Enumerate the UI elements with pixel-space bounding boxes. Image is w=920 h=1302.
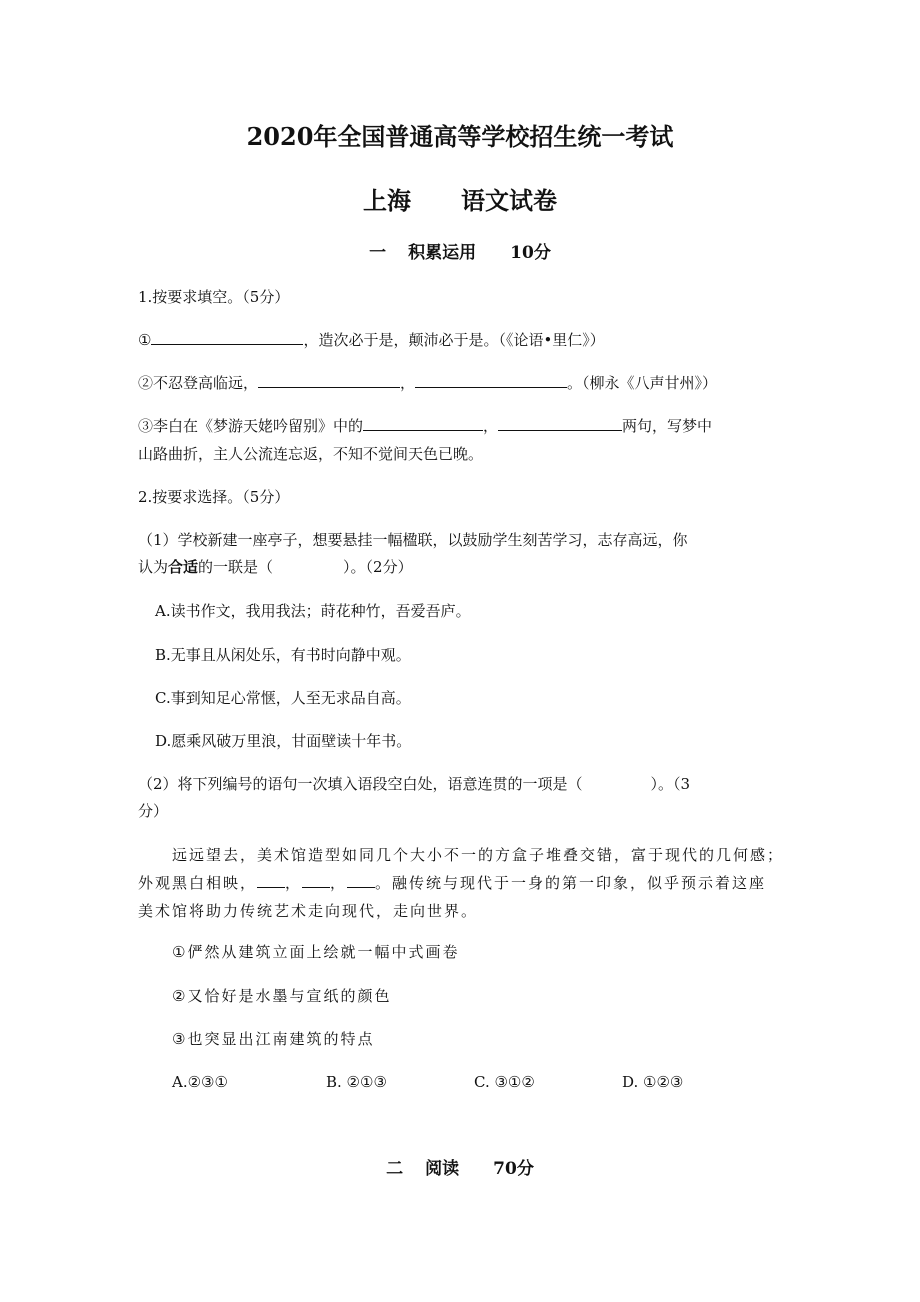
section-2-number: 二	[386, 1159, 404, 1179]
choice-a: A.②③①	[172, 1073, 228, 1091]
q1-item-3-line-2: 山路曲折，主人公流连忘返，不知不觉间天色已晚。	[138, 445, 484, 463]
fill-blank[interactable]	[151, 330, 303, 345]
q2-option-d: D.愿乘风破万里浪，甘面壁读十年书。	[155, 732, 412, 750]
choice-c: C. ③①②	[474, 1073, 535, 1091]
section-1-number: 一	[369, 243, 387, 263]
q2-sub1-text-a: 认为	[138, 558, 169, 576]
q1-item-3	[138, 416, 712, 436]
section-2-heading	[0, 1157, 920, 1181]
passage-text-a: 外观黑白相映，	[138, 874, 258, 892]
section-2-score: 70分	[493, 1159, 534, 1179]
q2-sub2-line-1	[138, 774, 690, 794]
fill-blank[interactable]	[363, 416, 483, 431]
q2-option-a: A.读书作文，我用我法；莳花种竹，吾爱吾庐。	[155, 602, 471, 620]
section-1-heading	[0, 241, 920, 265]
passage-text-b: 。融传统与现代于一身的第一印象，似乎预示着这座	[375, 874, 767, 892]
subtitle-subject: 语文试卷	[461, 186, 557, 215]
q2-sub1-line-2	[138, 557, 413, 577]
q2-sub1-line-1: （1）学校新建一座亭子，想要悬挂一幅楹联，以鼓励学生刻苦学习，志存高远，你	[138, 531, 688, 549]
fill-blank[interactable]	[498, 416, 622, 431]
q2-sub2-text-b: ）。（3	[650, 775, 691, 793]
passage-line-1: 远远望去，美术馆造型如同几个大小不一的方盒子堆叠交错，富于现代的几何感；	[172, 846, 785, 864]
q2-prompt: 2.按要求选择。（5分）	[138, 488, 290, 506]
q1-item-2-suffix: 。（柳永《八声甘州》）	[567, 374, 718, 392]
exam-title: 2020年全国普通高等学校招生统一考试	[246, 122, 674, 151]
q1-item-1	[138, 330, 605, 350]
q2-sub2-line-2: 分）	[138, 802, 169, 820]
sentence-3: ③也突显出江南建筑的特点	[172, 1030, 375, 1048]
fill-blank[interactable]	[347, 873, 375, 888]
q1-item-3-suffix: 两句，写梦中	[622, 417, 713, 435]
q1-item-2	[138, 373, 717, 393]
q1-item-1-text: ，造次必于是，颠沛必于是。（《论语•里仁》）	[303, 331, 605, 349]
sentence-2: ②又恰好是水墨与宣纸的颜色	[172, 987, 392, 1005]
choice-d: D. ①②③	[622, 1073, 684, 1091]
q1-item-2-prefix: ②不忍登高临远，	[138, 374, 259, 392]
section-2-name: 阅读	[425, 1159, 460, 1179]
q1-prompt: 1.按要求填空。（5分）	[138, 288, 290, 306]
section-1-score: 10分	[510, 243, 551, 263]
q2-sub2-text-a: （2）将下列编号的语句一次填入语段空白处，语意连贯的一项是（	[138, 775, 583, 793]
q2-sub1-text-c: ）。（2分）	[343, 558, 413, 576]
subtitle-region: 上海	[363, 186, 411, 215]
q2-sub1-text-b: 的一联是（	[198, 558, 274, 576]
q2-option-c: C.事到知足心常惬，人至无求品自高。	[155, 689, 411, 707]
passage-line-3: 美术馆将助力传统艺术走向现代，走向世界。	[138, 902, 479, 920]
fill-blank[interactable]	[302, 873, 330, 888]
choice-b: B. ②①③	[326, 1073, 387, 1091]
sentence-1: ①俨然从建筑立面上绘就一幅中式画卷	[172, 943, 460, 961]
q1-item-1-prefix: ①	[138, 331, 152, 349]
section-1-name: 积累运用	[408, 243, 477, 263]
q1-item-2-sep: ，	[400, 374, 416, 392]
q2-option-b: B.无事且从闲处乐，有书时向静中观。	[155, 646, 411, 664]
fill-blank[interactable]	[257, 873, 285, 888]
q2-sub1-bold: 合适	[168, 558, 199, 576]
q1-item-3-sep: ，	[483, 417, 499, 435]
fill-blank[interactable]	[258, 373, 400, 388]
exam-subtitle	[0, 186, 920, 216]
passage-line-2: 外观黑白相映， ， ， 。融传统与现代于一身的第一印象，似乎预示着这座	[138, 874, 767, 892]
fill-blank[interactable]	[415, 373, 567, 388]
q1-item-3-prefix: ③李白在《梦游天姥吟留别》中的	[138, 417, 364, 435]
